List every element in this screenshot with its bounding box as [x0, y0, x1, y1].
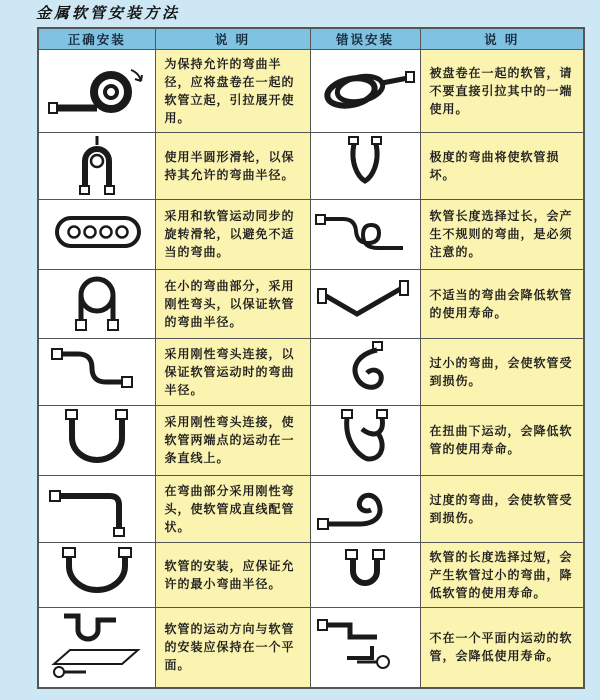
wrong-desc-text: 过小的弯曲，会使软管受到损伤。 — [429, 355, 573, 388]
overlong-hose-irregular-loop-icon — [313, 202, 417, 262]
correct-desc-cell — [155, 269, 310, 338]
correct-install-cell — [38, 132, 155, 199]
wrong-desc-text: 在扭曲下运动，会降低软管的使用寿命。 — [429, 424, 573, 456]
wrong-install-cell — [310, 338, 420, 405]
wrong-desc-cell — [420, 49, 584, 132]
wrong-desc-cell — [420, 405, 584, 475]
wrong-desc-cell — [420, 338, 584, 405]
wrong-desc-text: 不在一个平面内运动的软管，会降低使用寿命。 — [429, 631, 573, 664]
wrong-desc-cell — [420, 542, 584, 607]
hose-installation-table — [37, 27, 585, 689]
correct-desc-text: 采用和软管运动同步的旋转滑轮，以避免不适当的弯曲。 — [164, 209, 295, 259]
correct-desc-cell — [155, 338, 310, 405]
table-row — [38, 542, 584, 607]
correct-desc-text: 为保持允许的弯曲半径，应将盘卷在一起的软管立起，引拉展开使用。 — [164, 56, 295, 125]
motion-kept-in-one-plane-icon — [42, 608, 152, 682]
rigid-elbow-at-small-bend-icon — [45, 270, 149, 334]
wrong-desc-text: 被盘卷在一起的软管，请不要直接引拉其中的一端使用。 — [429, 65, 573, 116]
motion-out-of-plane-icon — [311, 608, 421, 682]
coiled-hose-stood-up-unrolled-icon — [45, 58, 149, 120]
synchronized-rotating-pulley-icon — [45, 204, 149, 260]
correct-desc-cell — [155, 199, 310, 269]
wrong-desc-text: 软管的长度选择过短，会产生软管过小的弯曲，降低软管的使用寿命。 — [429, 549, 573, 600]
table-row — [38, 132, 584, 199]
coiled-hose-pulled-from-end-icon — [313, 60, 417, 118]
correct-install-cell — [38, 475, 155, 542]
correct-desc-cell — [155, 475, 310, 542]
correct-install-cell — [38, 49, 155, 132]
wrong-install-cell — [310, 49, 420, 132]
wrong-install-cell — [310, 269, 420, 338]
straight-piping-with-rigid-elbow-icon — [45, 476, 149, 538]
wrong-install-cell — [310, 607, 420, 688]
wrong-desc-cell — [420, 199, 584, 269]
wrong-install-cell — [310, 199, 420, 269]
wrong-desc-cell — [420, 132, 584, 199]
table-row — [38, 338, 584, 405]
wrong-desc-cell — [420, 269, 584, 338]
header-wrong-install: 错误安装 — [310, 28, 420, 49]
correct-desc-text: 在小的弯曲部分，采用刚性弯头，以保证软管的弯曲半径。 — [164, 278, 295, 329]
table-header-row — [38, 28, 584, 49]
table-row — [38, 475, 584, 542]
wrong-install-cell — [310, 475, 420, 542]
correct-desc-cell — [155, 49, 310, 132]
rigid-elbow-connection-s-curve-icon — [45, 340, 149, 400]
u-bend-ends-on-straight-line-icon — [45, 406, 149, 470]
twisted-u-bend-icon — [313, 407, 417, 469]
correct-install-cell — [38, 338, 155, 405]
improper-kinked-bend-icon — [313, 273, 417, 331]
correct-desc-text: 软管的运动方向与软管的安装应保持在一个平面。 — [164, 622, 295, 673]
semicircular-pulley-hose-icon — [45, 133, 149, 195]
wrong-desc-text: 软管长度选择过长，会产生不规则的弯曲，是必须注意的。 — [429, 209, 573, 259]
wrong-install-cell — [310, 405, 420, 475]
correct-install-cell — [38, 542, 155, 607]
correct-install-cell — [38, 405, 155, 475]
wrong-install-cell — [310, 542, 420, 607]
wrong-desc-cell — [420, 607, 584, 688]
correct-desc-text: 采用刚性弯头连接，以保证软管运动时的弯曲半径。 — [164, 346, 295, 397]
table-row — [38, 405, 584, 475]
wrong-desc-text: 不适当的弯曲会降低软管的使用寿命。 — [429, 287, 573, 320]
correct-desc-cell — [155, 132, 310, 199]
correct-desc-cell — [155, 607, 310, 688]
correct-desc-cell — [155, 405, 310, 475]
table-row — [38, 199, 584, 269]
correct-install-cell — [38, 269, 155, 338]
header-description-correct: 说 明 — [155, 28, 310, 49]
excessive-curl-bend-icon — [313, 477, 417, 537]
correct-desc-text: 在弯曲部分采用刚性弯头，使软管成直线配管状。 — [164, 483, 295, 534]
correct-desc-text: 软管的安装，应保证允许的最小弯曲半径。 — [164, 558, 295, 591]
table-row — [38, 49, 584, 132]
header-correct-install: 正确安装 — [38, 28, 155, 49]
correct-desc-text: 采用刚性弯头连接，使软管两端点的运动在一条直线上。 — [164, 415, 295, 465]
wrong-install-cell — [310, 132, 420, 199]
correct-desc-text: 使用半圆形滑轮，以保持其允许的弯曲半径。 — [164, 149, 295, 182]
minimum-bend-radius-wide-u-icon — [45, 544, 149, 602]
correct-install-cell — [38, 607, 155, 688]
too-small-bend-hook-icon — [313, 340, 417, 400]
correct-desc-cell — [155, 542, 310, 607]
page-title: 金属软管安装方法 — [36, 4, 181, 22]
too-short-hose-narrow-u-icon — [313, 546, 417, 600]
wrong-desc-text: 过度的弯曲，会使软管受到损伤。 — [429, 492, 573, 525]
header-description-wrong: 说 明 — [420, 28, 584, 49]
extreme-sharp-bend-icon — [313, 135, 417, 193]
wrong-desc-cell — [420, 475, 584, 542]
table-row — [38, 269, 584, 338]
table-row — [38, 607, 584, 688]
wrong-desc-text: 极度的弯曲将使软管损坏。 — [429, 149, 560, 182]
correct-install-cell — [38, 199, 155, 269]
